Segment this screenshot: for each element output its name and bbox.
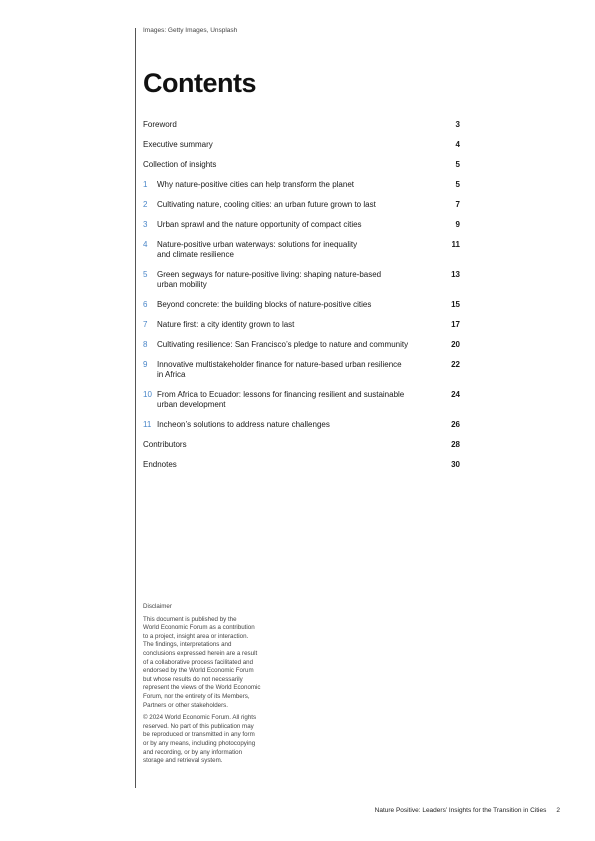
- toc-entry-page: 20: [451, 340, 460, 349]
- toc-entry-title-line: and climate resilience: [157, 250, 234, 259]
- toc-entry-number: 1: [143, 180, 148, 189]
- toc-entry[interactable]: [143, 390, 460, 410]
- toc-entry-title-line: Cultivating nature, cooling cities: an urban future grown to last: [157, 200, 376, 209]
- disclaimer-line: to a project, insight area or interaction.: [143, 632, 249, 640]
- toc-entry-page: 28: [451, 440, 460, 449]
- copyright-text: [143, 714, 293, 766]
- toc-entry-title: [157, 420, 460, 430]
- toc-entry-title: [157, 390, 460, 410]
- toc-entry-title-line: Endnotes: [143, 460, 177, 469]
- disclaimer-line: of a collaborative process facilitated and: [143, 658, 254, 666]
- table-of-contents: [143, 120, 460, 480]
- toc-entry-title: [143, 440, 460, 450]
- disclaimer-line: be reproduced or transmitted in any form: [143, 731, 255, 739]
- toc-entry[interactable]: [143, 160, 460, 170]
- toc-entry-page: 4: [455, 140, 460, 149]
- toc-entry-number: 9: [143, 360, 148, 369]
- toc-entry-title: [157, 270, 460, 290]
- toc-entry-page: 11: [451, 240, 460, 249]
- disclaimer: [143, 603, 293, 770]
- toc-entry[interactable]: [143, 270, 460, 290]
- toc-entry-title: [157, 320, 460, 330]
- toc-entry-title-line: Why nature-positive cities can help transform the planet: [157, 180, 354, 189]
- toc-entry-title-line: Urban sprawl and the nature opportunity of compact cities: [157, 220, 362, 229]
- toc-entry-title: [143, 460, 460, 470]
- toc-entry-title: [157, 340, 460, 350]
- toc-entry-number: 2: [143, 200, 148, 209]
- toc-entry-title-line: Collection of insights: [143, 160, 217, 169]
- toc-entry[interactable]: [143, 460, 460, 470]
- toc-entry-number: 4: [143, 240, 148, 249]
- toc-entry-page: 22: [451, 360, 460, 369]
- toc-entry-title-line: Contributors: [143, 440, 187, 449]
- disclaimer-line: conclusions expressed herein are a result: [143, 649, 258, 657]
- toc-entry-number: 11: [143, 420, 152, 429]
- toc-entry[interactable]: [143, 120, 460, 130]
- toc-entry-title-line: From Africa to Ecuador: lessons for financing resilient and sustainable: [157, 390, 405, 399]
- toc-entry[interactable]: [143, 360, 460, 380]
- toc-entry-number: 6: [143, 300, 148, 309]
- toc-entry[interactable]: [143, 180, 460, 190]
- toc-entry-page: 24: [451, 390, 460, 399]
- footer-page-number: 2: [556, 807, 560, 814]
- page-footer: [375, 807, 560, 814]
- toc-entry-title: [143, 160, 460, 170]
- toc-entry[interactable]: [143, 220, 460, 230]
- disclaimer-line: © 2024 World Economic Forum. All rights: [143, 714, 257, 722]
- toc-entry-title: [157, 300, 460, 310]
- footer-title: Nature Positive: Leaders’ Insights for the Transition in Cities: [374, 807, 547, 814]
- toc-entry-title-line: Beyond concrete: the building blocks of nature-positive cities: [157, 300, 372, 309]
- disclaimer-line: but whose results do not necessarily: [143, 675, 243, 683]
- toc-entry-page: 7: [455, 200, 460, 209]
- toc-entry-number: 3: [143, 220, 148, 229]
- toc-entry-title: [157, 180, 460, 190]
- disclaimer-text: [143, 616, 293, 711]
- toc-entry-page: 30: [451, 460, 460, 469]
- toc-entry-title-line: Incheon’s solutions to address nature challenges: [157, 420, 330, 429]
- toc-entry-title: [143, 120, 460, 130]
- disclaimer-line: World Economic Forum as a contribution: [143, 624, 255, 632]
- toc-entry[interactable]: [143, 340, 460, 350]
- toc-entry-number: 10: [143, 390, 152, 399]
- disclaimer-line: reserved. No part of this publication may: [143, 722, 254, 730]
- toc-entry-page: 13: [451, 270, 460, 279]
- disclaimer-line: This document is published by the: [143, 615, 237, 623]
- toc-entry-title-line: Nature first: a city identity grown to last: [157, 320, 295, 329]
- toc-entry[interactable]: [143, 300, 460, 310]
- toc-entry[interactable]: [143, 140, 460, 150]
- toc-entry-page: 15: [451, 300, 460, 309]
- disclaimer-line: Forum, nor the entirety of its Members,: [143, 692, 250, 700]
- toc-entry-title: [157, 220, 460, 230]
- toc-entry-page: 17: [451, 320, 460, 329]
- disclaimer-line: Partners or other stakeholders.: [143, 701, 228, 709]
- image-credits: Images: Getty Images, Unsplash: [143, 27, 238, 34]
- toc-entry-page: 9: [455, 220, 460, 229]
- disclaimer-heading: Disclaimer: [143, 603, 172, 610]
- toc-entry-title-line: urban mobility: [157, 280, 207, 289]
- vertical-rule: [135, 28, 136, 788]
- toc-entry-title: [143, 140, 460, 150]
- toc-entry-title: [157, 360, 460, 380]
- toc-entry-title-line: Foreword: [143, 120, 177, 129]
- toc-entry[interactable]: [143, 240, 460, 260]
- toc-entry-title-line: in Africa: [157, 370, 186, 379]
- toc-entry-page: 3: [455, 120, 460, 129]
- disclaimer-line: The findings, interpretations and: [143, 641, 232, 649]
- toc-entry[interactable]: [143, 420, 460, 430]
- disclaimer-line: storage and retrieval system.: [143, 757, 223, 765]
- toc-entry-title: [157, 240, 460, 260]
- disclaimer-line: endorsed by the World Economic Forum: [143, 667, 254, 675]
- toc-entry-title: [157, 200, 460, 210]
- toc-entry-title-line: urban development: [157, 400, 226, 409]
- page-title: Contents: [143, 68, 256, 98]
- toc-entry-page: 5: [455, 180, 460, 189]
- toc-entry-title-line: Innovative multistakeholder finance for nature-based urban resilience: [157, 360, 402, 369]
- toc-entry-number: 8: [143, 340, 148, 349]
- toc-entry-title-line: Cultivating resilience: San Francisco’s pledge to nature and community: [157, 340, 409, 349]
- toc-entry-number: 7: [143, 320, 148, 329]
- disclaimer-line: represent the views of the World Economic: [143, 684, 261, 692]
- toc-entry-title-line: Nature-positive urban waterways: solutions for inequality: [157, 240, 358, 249]
- toc-entry-title-line: Executive summary: [143, 140, 213, 149]
- toc-entry-number: 5: [143, 270, 148, 279]
- toc-entry[interactable]: [143, 200, 460, 210]
- toc-entry-title-line: Green segways for nature-positive living: shaping nature-based: [157, 270, 382, 279]
- toc-entry[interactable]: [143, 440, 460, 450]
- disclaimer-line: and recording, or by any information: [143, 748, 243, 756]
- toc-entry-page: 26: [451, 420, 460, 429]
- toc-entry[interactable]: [143, 320, 460, 330]
- disclaimer-line: or by any means, including photocopying: [143, 739, 256, 747]
- toc-entry-page: 5: [455, 160, 460, 169]
